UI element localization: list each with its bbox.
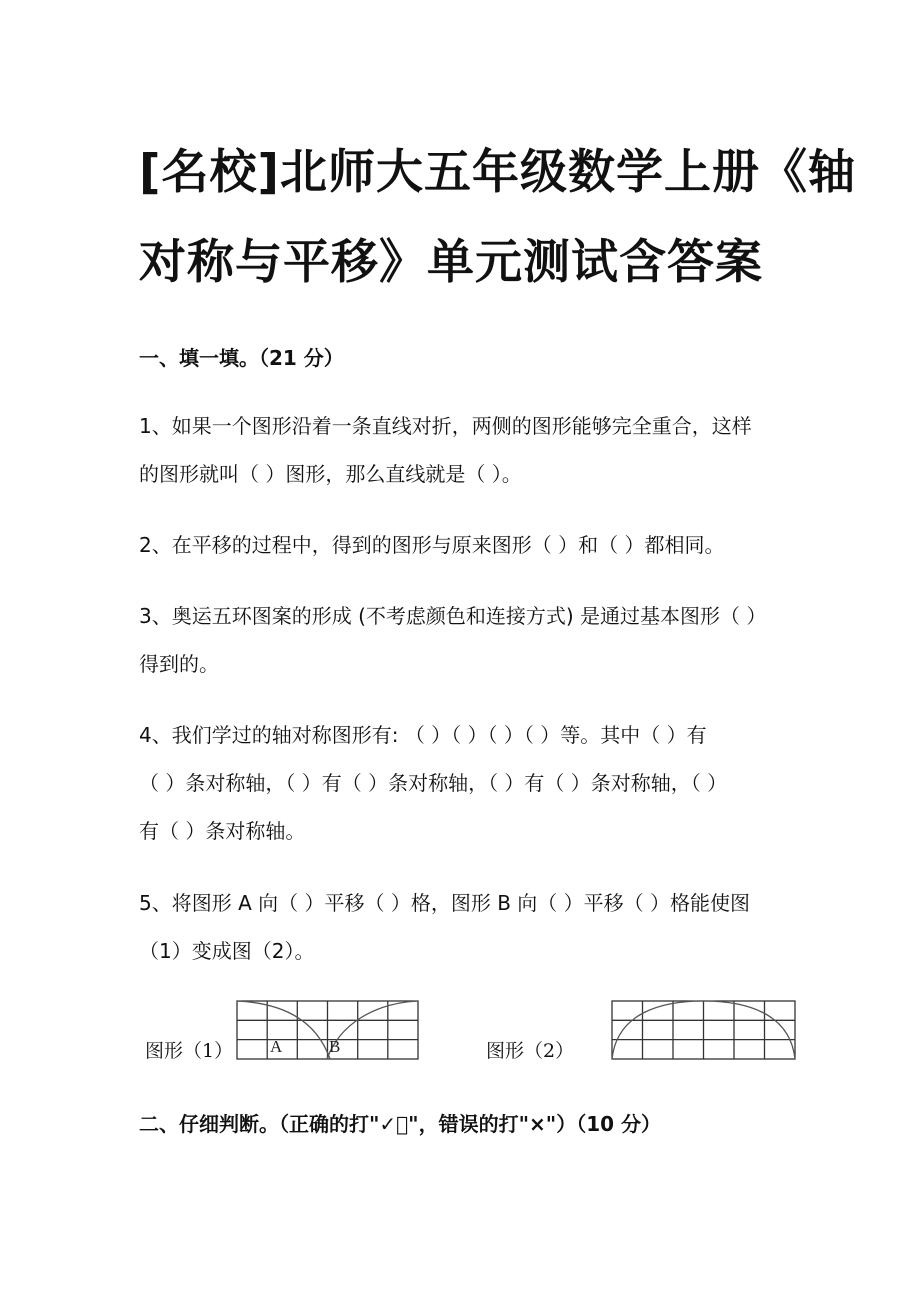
question-3-line-1: 3、奥运五环图案的形成 (不考虑颜色和连接方式) 是通过基本图形（ ） [139, 604, 767, 628]
question-4-line-1: 4、我们学过的轴对称图形有: （ ）（ ）（ ）（ ）等。其中（ ）有 [139, 723, 707, 747]
figure-1-shape-a-arc [237, 1001, 330, 1059]
question-5 [139, 879, 789, 975]
figure-1-shape-b-arc [327, 1001, 418, 1059]
figure-1-label: 图形（1） [145, 1040, 234, 1062]
figure-2-grid [611, 999, 797, 1063]
question-3 [139, 592, 789, 688]
section-1-heading: 一、填一填。（21 分） [139, 346, 344, 370]
figure-2-label: 图形（2） [486, 1040, 575, 1062]
question-4-line-3: 有（ ）条对称轴。 [139, 819, 306, 843]
question-4 [139, 711, 789, 855]
section-2-heading: 二、仔细判断。（正确的打"✓ "，错误的打"×"）（10 分） [139, 1112, 661, 1136]
figure-1-gridlines [237, 1001, 418, 1059]
figure-1-label-b: B [329, 1037, 341, 1056]
question-1 [139, 402, 789, 498]
question-5-line-2: （1）变成图（2）。 [139, 939, 315, 963]
question-1-line-1: 1、如果一个图形沿着一条直线对折，两侧的图形能够完全重合，这样 [139, 414, 752, 438]
figure-2-gridlines [612, 1001, 795, 1059]
question-3-line-2: 得到的。 [139, 652, 219, 676]
figure-1-grid [236, 999, 420, 1063]
question-1-line-2: 的图形就叫（ ）图形，那么直线就是（ ）。 [139, 462, 522, 486]
question-2-line-1: 2、在平移的过程中，得到的图形与原来图形（ ）和（ ）都相同。 [139, 533, 725, 557]
document-title [139, 128, 856, 308]
question-2 [139, 521, 789, 569]
title-line-1: [名校]北师大五年级数学上册《轴 [139, 145, 856, 200]
figure-1-label-a: A [270, 1037, 283, 1056]
title-line-2: 对称与平移》单元测试含答案 [139, 235, 763, 290]
question-4-line-2: （ ）条对称轴，（ ）有（ ）条对称轴，（ ）有（ ）条对称轴，（ ） [139, 771, 728, 795]
question-5-line-1: 5、将图形 A 向（ ）平移（ ）格，图形 B 向（ ）平移（ ）格能使图 [139, 891, 750, 915]
